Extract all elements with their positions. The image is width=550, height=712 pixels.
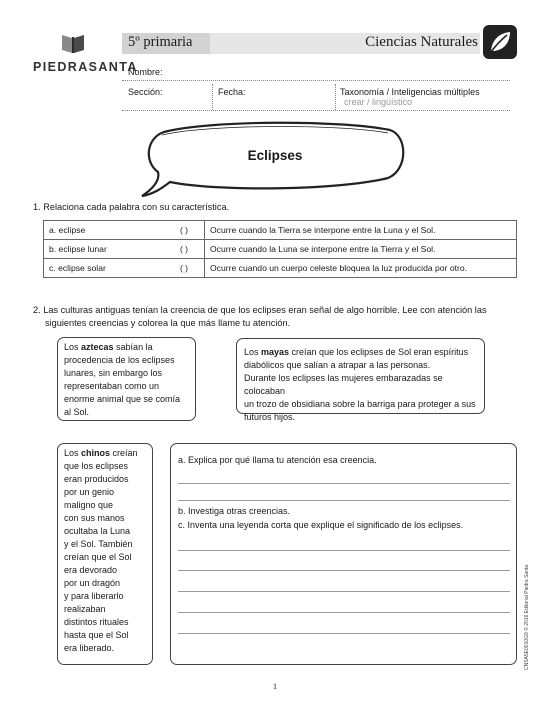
book-logo-icon (60, 32, 86, 54)
belief-text: futuros hijos. (244, 412, 296, 422)
answer-line[interactable] (178, 550, 510, 551)
belief-text: ocultaba la Luna (64, 526, 131, 536)
belief-card-chinos[interactable] (57, 443, 153, 665)
belief-card-aztecas[interactable] (57, 337, 196, 421)
belief-text: y el Sol. También (64, 539, 133, 549)
answer-line[interactable] (178, 591, 510, 592)
answer-blank[interactable]: ( ) (164, 240, 205, 259)
table-row (44, 240, 517, 259)
answer-line[interactable] (178, 612, 510, 613)
belief-text: hasta que el Sol (64, 630, 129, 640)
divider (212, 84, 213, 110)
question-b: b. Investiga otras creencias. (178, 506, 291, 516)
question-a: a. Explica por qué llama tu atención esa creencia. (178, 455, 377, 465)
leaf-icon (482, 24, 518, 60)
publisher-logo: PIEDRASANTA (33, 60, 138, 74)
grade-label: 5º primaria (128, 34, 193, 50)
belief-prefix: Los (64, 448, 82, 458)
belief-text: que los eclipses (64, 461, 129, 471)
culture-name: chinos (81, 448, 111, 458)
page-title: Eclipses (247, 148, 303, 163)
name-line[interactable] (122, 80, 510, 81)
term-cell: c. eclipse solar (44, 259, 165, 278)
answer-blank[interactable]: ( ) (164, 259, 205, 278)
answer-line[interactable] (178, 633, 510, 634)
term-cell: b. eclipse lunar (44, 240, 165, 259)
section-label: Sección: (128, 87, 163, 97)
answer-line[interactable] (178, 570, 510, 571)
culture-name: aztecas (81, 342, 114, 352)
name-label: Nombre: (128, 67, 163, 77)
belief-text: era liberado. (64, 643, 115, 653)
belief-text: maligno que (64, 500, 114, 510)
belief-prefix: Los (64, 342, 82, 352)
matching-table (43, 220, 517, 278)
answer-line[interactable] (178, 483, 510, 484)
activity-1-instruction: 1. Relaciona cada palabra con su característica. (33, 202, 230, 212)
belief-text: con sus manos (64, 513, 125, 523)
belief-text: lunares, sin embargo los (64, 368, 163, 378)
questions-box (170, 443, 517, 665)
activity-2-instruction: 2. Las culturas antiguas tenían la creencia de que los eclipses eran señal de algo horrible. Lee con atención las (33, 305, 487, 315)
subject-title: Ciencias Naturales (365, 34, 478, 50)
term-cell: a. eclipse (44, 221, 165, 240)
belief-card-mayas[interactable] (236, 338, 485, 422)
belief-prefix: Los (244, 347, 262, 357)
culture-name: mayas (261, 347, 290, 357)
question-c: c. Inventa una leyenda corta que explique el significado de los eclipses. (178, 520, 464, 530)
table-row (44, 221, 517, 240)
belief-text: realizaban (64, 604, 106, 614)
taxonomy-value: crear / lingüístico (344, 97, 413, 107)
definition-cell: Ocurre cuando la Tierra se interpone entre la Luna y el Sol. (205, 221, 517, 240)
definition-cell: Ocurre cuando la Luna se interpone entre la Tierra y el Sol. (205, 240, 517, 259)
page-number: 1 (273, 682, 277, 691)
belief-text: sabían la (113, 342, 153, 352)
definition-cell: Ocurre cuando un cuerpo celeste bloquea la luz producida por otro. (205, 259, 517, 278)
belief-text: creían (110, 448, 138, 458)
belief-text: y para liberarlo (64, 591, 124, 601)
belief-text: por un genio (64, 487, 115, 497)
belief-text: era devorado (64, 565, 118, 575)
belief-text: al Sol. (64, 407, 90, 417)
belief-text: procedencia de los eclipses (64, 355, 175, 365)
belief-text: creían que el Sol (64, 552, 132, 562)
belief-text: un trozo de obsidiana sobre la barriga para proteger a sus (244, 399, 476, 409)
date-label: Fecha: (218, 87, 246, 97)
belief-text: Durante los eclipses las mujeres embarazadas se colocaban (244, 373, 443, 396)
belief-text: eran producidos (64, 474, 129, 484)
belief-text: por un dragón (64, 578, 121, 588)
belief-text: distintos rituales (64, 617, 129, 627)
activity-2-instruction-cont: siguientes creencias y colorea la que más llame tu atención. (45, 318, 291, 328)
taxonomy-label: Taxonomía / Inteligencias múltiples (340, 87, 480, 97)
belief-text: representaban como un (64, 381, 160, 391)
belief-text: creían que los eclipses de Sol eran espíritus (289, 347, 469, 357)
answer-blank[interactable]: ( ) (164, 221, 205, 240)
belief-text: enorme animal que se comía (64, 394, 181, 404)
belief-text: diabólicos que salían a atrapar a las personas. (244, 360, 431, 370)
divider (335, 84, 336, 110)
answer-line[interactable] (178, 500, 510, 501)
table-row (44, 259, 517, 278)
section-line[interactable] (122, 110, 510, 111)
copyright-code: CNSA5E0010G9 © 2016 Editorial Piedra Santa (524, 564, 530, 670)
